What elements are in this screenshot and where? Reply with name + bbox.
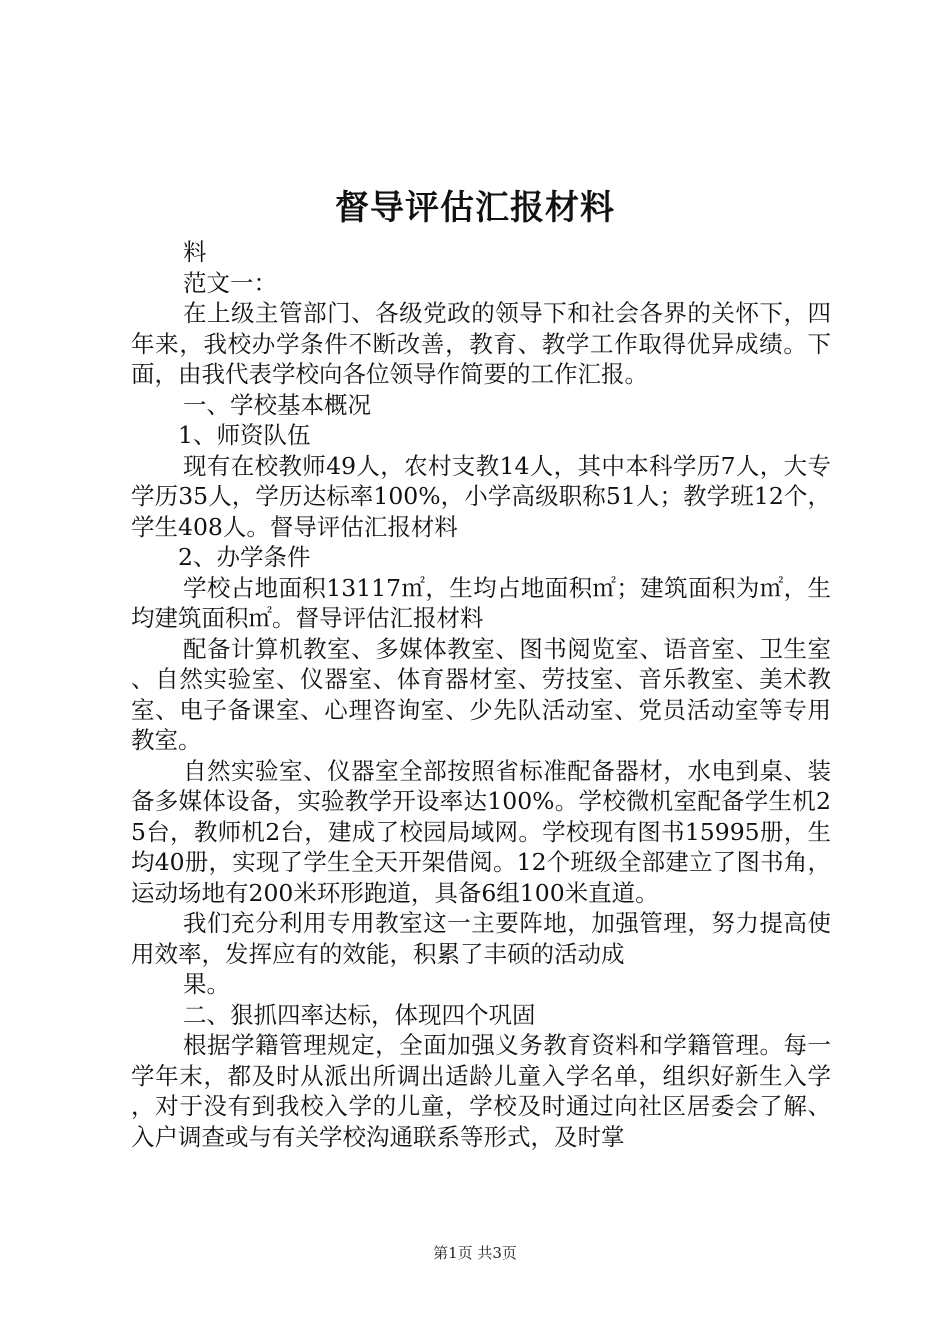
paragraph: 根据学籍管理规定，全面加强义务教育资料和学籍管理。每一学年末，都及时从派出所调出适龄儿童入学名单，组织好新生入学，对于没有到我校入学的儿童，学校及时通过向社区居委会了解、入户调查或与有关学校沟通联系等形式，及时掌 xyxy=(131,1031,831,1151)
paragraph: 自然实验室、仪器室全部按照省标准配备器材，水电到桌、装备多媒体设备，实验教学开设率达100%。学校微机室配备学生机25台，教师机2台，建成了校园局域网。学校现有图书15995册，生均40册，实现了学生全天开架借阅。12个班级全部建立了图书角，运动场地有200米环形跑道，具备6组100米直道。 xyxy=(131,756,831,907)
section-heading: 一、学校基本概况 xyxy=(183,390,371,419)
paragraph: 范文一： xyxy=(183,268,277,297)
paragraph: 果。 xyxy=(183,970,230,998)
paragraph: 配备计算机教室、多媒体教室、图书阅览室、语音室、卫生室、自然实验室、仪器室、体育器材室、劳技室、音乐教室、美术教室、电子备课室、心理咨询室、少先队活动室、党员活动室等专用教室。 xyxy=(131,634,831,754)
paragraph: 现有在校教师49人，农村支教14人，其中本科学历7人，大专学历35人，学历达标率100%，小学高级职称51人；教学班12个，学生408人。督导评估汇报材料 xyxy=(131,451,831,541)
subsection-heading: 1、师资队伍 xyxy=(178,421,311,449)
paragraph: 料 xyxy=(183,238,207,266)
paragraph: 我们充分利用专用教室这一主要阵地，加强管理，努力提高使用效率，发挥应有的效能，积累了丰硕的活动成 xyxy=(131,909,831,968)
subsection-heading: 2、办学条件 xyxy=(178,543,311,571)
paragraph: 学校占地面积13117㎡，生均占地面积㎡；建筑面积为㎡，生均建筑面积㎡。督导评估汇报材料 xyxy=(131,573,831,632)
paragraph: 在上级主管部门、各级党政的领导下和社会各界的关怀下，四年来，我校办学条件不断改善，教育、教学工作取得优异成绩。下面，由我代表学校向各位领导作简要的工作汇报。 xyxy=(131,299,831,388)
page-footer: 第1页 共3页 xyxy=(433,1244,517,1262)
document-title: 督导评估汇报材料 xyxy=(335,188,615,228)
section-heading: 二、狠抓四率达标，体现四个巩固 xyxy=(183,1000,536,1029)
document-body xyxy=(131,237,831,1152)
